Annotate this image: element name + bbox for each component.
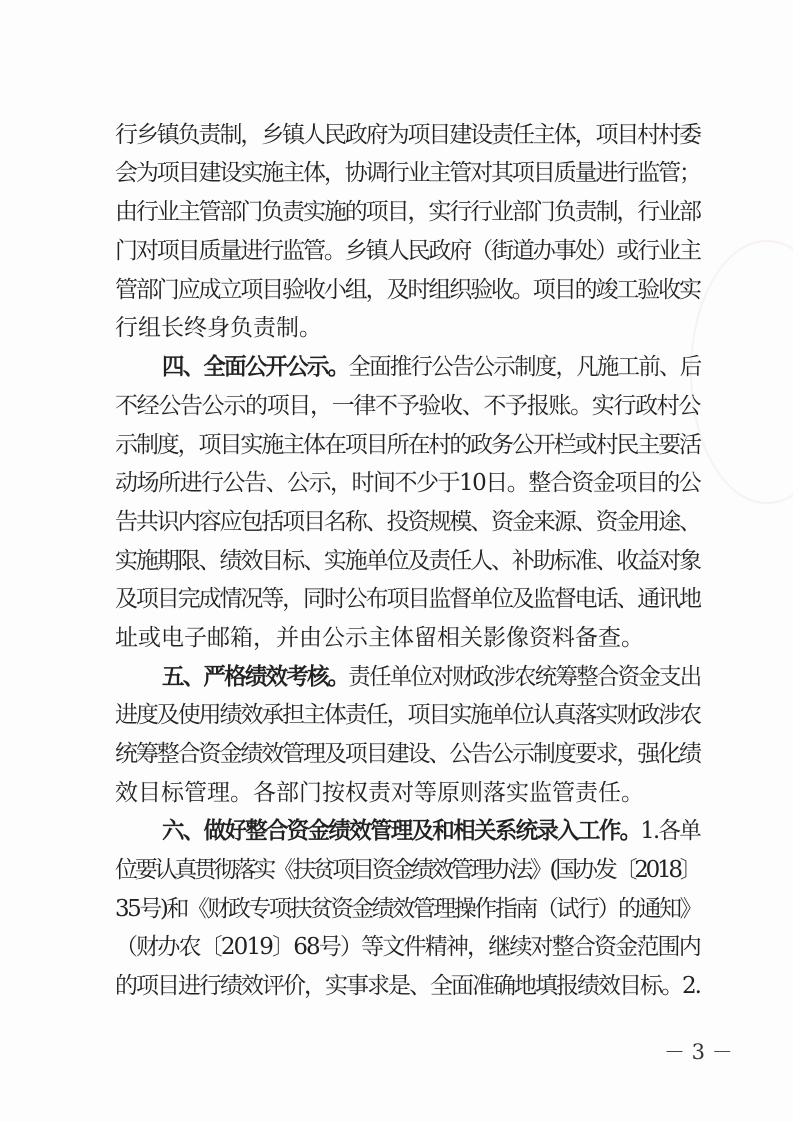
section-6-first-line	[162, 816, 700, 846]
section-6-heading: 六、做好整合资金绩效管理及和相关系统录入工作。	[162, 818, 641, 844]
page-number: － 3 －	[664, 1040, 733, 1064]
section-5-heading: 五、严格绩效考核。	[162, 664, 349, 690]
section-5-first-line-text: 责任单位对财政涉农统筹整合资金支出	[348, 664, 701, 690]
body-line: 告共识内容应包括项目名称、投资规模、资金来源、资金用途、	[115, 509, 700, 535]
body-line: 会为项目建设实施主体，协调行业主管对其项目质量进行监管；	[115, 160, 700, 186]
body-line: 行组长终身负责制。	[115, 315, 322, 341]
body-line: 不经公告公示的项目，一律不予验收、不予报账。实行政村公	[115, 393, 701, 419]
body-line: 址或电子邮箱，并由公示主体留相关影像资料备查。	[115, 625, 644, 651]
section-5-first-line	[162, 662, 700, 692]
body-line: 管部门应成立项目验收小组，及时组织验收。项目的竣工验收实	[115, 277, 700, 303]
body-line: 动场所进行公告、公示，时间不少于10日。整合资金项目的公	[115, 470, 701, 496]
section-4-first-line-text: 全面推行公告公示制度，凡施工前、后	[348, 354, 701, 380]
body-line: 35号)和《财政专项扶贫资金绩效管理操作指南（试行）的通知》	[115, 896, 701, 922]
faint-seal-mark	[690, 240, 793, 504]
body-line: 位要认真贯彻落实《扶贫项目资金绩效管理办法》(国办发〔2018〕	[115, 857, 700, 883]
section-4-heading: 四、全面公开公示。	[162, 354, 349, 380]
section-4-first-line	[162, 352, 700, 382]
body-line: 效目标管理。各部门按权责对等原则落实监管责任。	[115, 780, 644, 806]
body-line: 及项目完成情况等，同时公布项目监督单位及监督电话、通讯地	[115, 586, 700, 612]
body-line: 实施期限、绩效目标、实施单位及责任人、补助标准、收益对象	[115, 548, 700, 574]
body-line: 门对项目质量进行监管。乡镇人民政府（街道办事处）或行业主	[115, 238, 700, 264]
body-line: 示制度，项目实施主体在项目所在村的政务公开栏或村民主要活	[115, 432, 700, 458]
body-line: 由行业主管部门负责实施的项目，实行行业部门负责制，行业部	[115, 199, 700, 225]
body-line: 行乡镇负责制，乡镇人民政府为项目建设责任主体，项目村村委	[115, 122, 700, 148]
body-line: 统筹整合资金绩效管理及项目建设、公告公示制度要求，强化绩	[115, 741, 700, 767]
body-line: 的项目进行绩效评价，实事求是、全面准确地填报绩效目标。2.	[115, 973, 700, 999]
body-line: 进度及使用绩效承担主体责任，项目实施单位认真落实财政涉农	[115, 702, 700, 728]
body-line: （财办农〔2019〕68号）等文件精神，继续对整合资金范围内	[115, 934, 700, 960]
section-6-first-line-text: 1.各单	[640, 818, 701, 844]
